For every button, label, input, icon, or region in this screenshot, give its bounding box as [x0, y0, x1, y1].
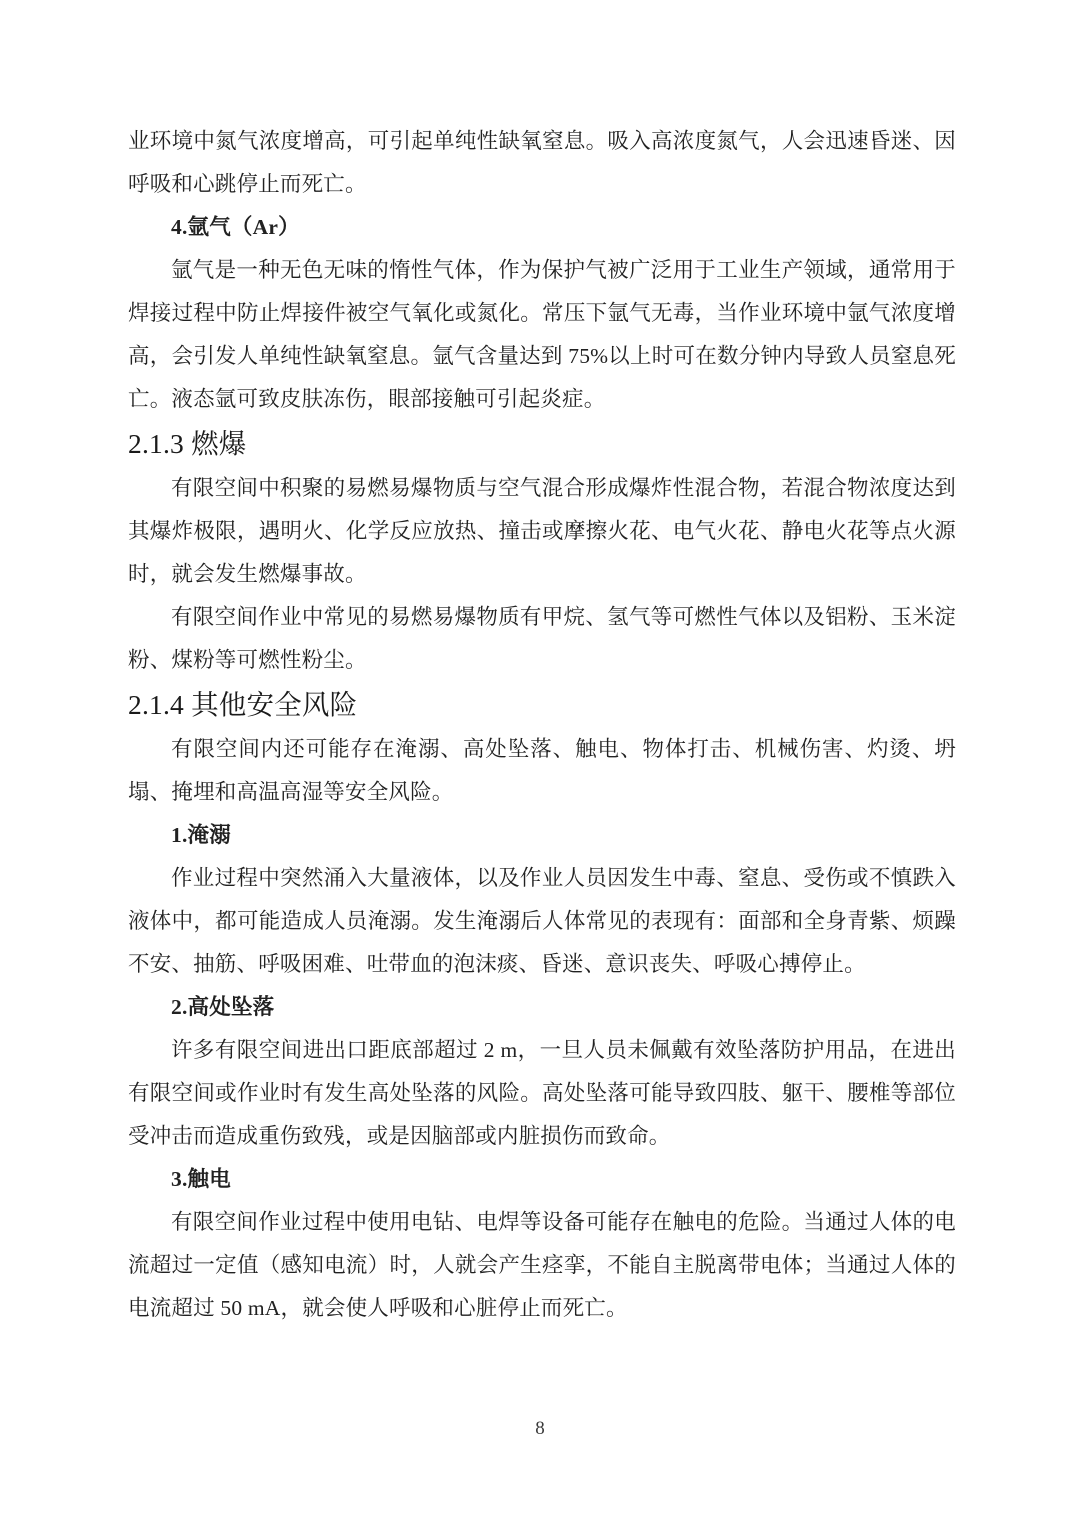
paragraph-other-risks: 有限空间内还可能存在淹溺、高处坠落、触电、物体打击、机械伤害、灼烫、坍塌、掩埋和高温高湿等安全风险。 — [128, 737, 956, 804]
paragraph-explosion-2: 有限空间作业中常见的易燃易爆物质有甲烷、氢气等可燃性气体以及铝粉、玉米淀粉、煤粉等可燃性粉尘。 — [128, 605, 956, 672]
subsection-heading-electric-shock: 3.触电 — [171, 1167, 231, 1191]
paragraph-continuation: 业环境中氮气浓度增高，可引起单纯性缺氧窒息。吸入高浓度氮气，人会迅速昏迷、因呼吸和心跳停止而死亡。 — [128, 129, 956, 196]
subsection-heading-argon: 4.氩气（Ar） — [171, 215, 300, 239]
paragraph-falling: 许多有限空间进出口距底部超过 2 m，一旦人员未佩戴有效坠落防护用品，在进出有限空间或作业时有发生高处坠落的风险。高处坠落可能导致四肢、躯干、腰椎等部位受冲击而造成重伤致残，或是因脑部或内脏损伤而致命。 — [128, 1038, 956, 1148]
section-heading-2-1-4: 2.1.4 其他安全风险 — [128, 689, 358, 720]
document-content — [128, 120, 956, 1330]
section-heading-2-1-3: 2.1.3 燃爆 — [128, 428, 247, 459]
paragraph-drowning: 作业过程中突然涌入大量液体，以及作业人员因发生中毒、窒息、受伤或不慎跌入液体中，都可能造成人员淹溺。发生淹溺后人体常见的表现有：面部和全身青紫、烦躁不安、抽筋、呼吸困难、吐带血的泡沫痰、昏迷、意识丧失、呼吸心搏停止。 — [128, 866, 956, 976]
paragraph-argon: 氩气是一种无色无味的惰性气体，作为保护气被广泛用于工业生产领域，通常用于焊接过程中防止焊接件被空气氧化或氮化。常压下氩气无毒，当作业环境中氩气浓度增高，会引发人单纯性缺氧窒息。氩气含量达到 75%以上时可在数分钟内导致人员窒息死亡。液态氩可致皮肤冻伤，眼部接触可引起炎症。 — [128, 258, 956, 411]
paragraph-explosion-1: 有限空间中积聚的易燃易爆物质与空气混合形成爆炸性混合物，若混合物浓度达到其爆炸极限，遇明火、化学反应放热、撞击或摩擦火花、电气火花、静电火花等点火源时，就会发生燃爆事故。 — [128, 476, 956, 586]
paragraph-electric-shock: 有限空间作业过程中使用电钻、电焊等设备可能存在触电的危险。当通过人体的电流超过一定值（感知电流）时，人就会产生痉挛，不能自主脱离带电体；当通过人体的电流超过 50 mA，就会使人呼吸和心脏停止而死亡。 — [128, 1210, 956, 1320]
subsection-heading-falling: 2.高处坠落 — [171, 995, 275, 1019]
subsection-heading-drowning: 1.淹溺 — [171, 823, 231, 847]
page-number: 8 — [535, 1418, 545, 1439]
